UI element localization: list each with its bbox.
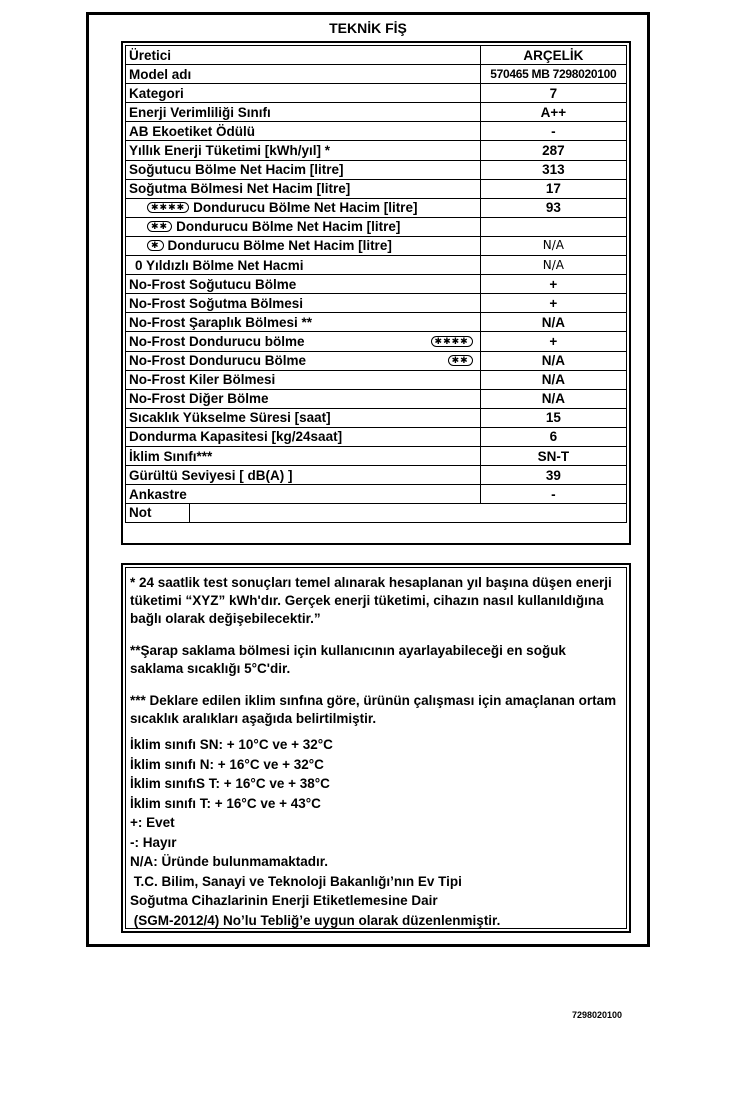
- table-row: [126, 313, 627, 332]
- row-label-cell: [126, 236, 481, 255]
- table-row: [126, 446, 627, 465]
- table-row: [126, 294, 627, 313]
- table-row: [126, 370, 627, 389]
- row-value: N/A: [480, 236, 626, 255]
- note-line: İklim sınıfı SN: + 10°C ve + 32°C: [130, 737, 333, 752]
- row-label-cell: [126, 427, 481, 446]
- table-row: [126, 236, 627, 255]
- row-label: Enerji Verimliliği Sınıfı: [129, 104, 271, 120]
- row-value: 7: [480, 84, 626, 103]
- row-label-cell: [126, 122, 481, 141]
- row-label: No-Frost Diğer Bölme: [129, 391, 269, 407]
- row-label-cell: [126, 46, 481, 65]
- row-label: Sıcaklık Yükselme Süresi [saat]: [129, 410, 331, 426]
- row-value: [480, 217, 626, 236]
- row-label: AB Ekoetiket Ödülü: [129, 123, 256, 139]
- row-label: Ankastre: [129, 486, 187, 502]
- row-label-cell: [126, 65, 481, 84]
- row-label: İklim Sınıfı***: [129, 448, 213, 464]
- freezer-star-icon: ✱✱✱✱: [147, 202, 189, 213]
- note-line: T.C. Bilim, Sanayi ve Teknoloji Bakanlığı’nın Ev Tipi: [130, 873, 462, 889]
- freezer-star-icon: ✱: [147, 240, 164, 251]
- table-row: [126, 351, 627, 370]
- table-row: [126, 427, 627, 446]
- row-label: Model adı: [129, 66, 192, 82]
- row-label-cell: [126, 294, 481, 313]
- row-label-cell: [126, 389, 481, 408]
- row-label-cell: [126, 141, 481, 160]
- row-label-cell: [126, 351, 481, 370]
- note-line: +: Evet: [130, 815, 175, 830]
- table-row: [126, 408, 627, 427]
- row-label: No-Frost Kiler Bölmesi: [129, 372, 276, 388]
- table-row: [126, 275, 627, 294]
- row-label: Dondurucu Bölme Net Hacim [litre]: [167, 238, 392, 254]
- table-row: [126, 122, 627, 141]
- table-row: [126, 198, 627, 217]
- note-line: -: Hayır: [130, 834, 177, 850]
- freezer-star-icon: ✱✱: [147, 221, 172, 232]
- spec-table-box: [121, 41, 631, 545]
- table-row: [126, 389, 627, 408]
- row-value: 39: [480, 466, 626, 485]
- row-value: -: [480, 122, 626, 141]
- row-label: No-Frost Dondurucu bölme: [129, 333, 305, 349]
- table-row: [126, 141, 627, 160]
- row-value: 287: [480, 141, 626, 160]
- not-label: Not: [126, 504, 190, 522]
- row-label-cell: [126, 160, 481, 179]
- row-label: Kategori: [129, 85, 184, 101]
- row-value: SN-T: [480, 446, 626, 465]
- row-value: N/A: [480, 256, 626, 275]
- table-row: [126, 103, 627, 122]
- note-line: Soğutma Cihazlarinin Enerji Etiketlemesine Dair: [130, 893, 438, 908]
- note-climate: *** Deklare edilen iklim sınfına göre, ürünün çalışması için amaçlanan ortam sıcaklık aralıkları aşağıda belirtilmiştir.: [130, 693, 617, 726]
- table-row: [126, 65, 627, 84]
- footer-code: 7298020100: [572, 1010, 623, 1020]
- note-lines: [130, 736, 622, 930]
- row-label: No-Frost Soğutma Bölmesi: [129, 295, 304, 311]
- note-line: İklim sınıfı T: + 16°C ve + 43°C: [130, 795, 321, 811]
- row-value: -: [480, 485, 626, 504]
- row-label: No-Frost Soğutucu Bölme: [129, 276, 297, 292]
- row-value: 17: [480, 179, 626, 198]
- row-label: Gürültü Seviyesi [ dB(A) ]: [129, 467, 293, 483]
- note-line: (SGM-2012/4) No’lu Tebliğ’e uygun olarak düzenlenmiştir.: [130, 912, 501, 928]
- row-label-cell: [126, 198, 481, 217]
- row-label: 0 Yıldızlı Bölme Net Hacmi: [135, 257, 304, 273]
- row-label-cell: [126, 256, 481, 275]
- table-row: [126, 160, 627, 179]
- spec-table: [125, 45, 627, 523]
- row-value: +: [480, 332, 626, 351]
- row-value: N/A: [480, 389, 626, 408]
- row-value: 15: [480, 408, 626, 427]
- table-row: [126, 485, 627, 504]
- row-value: +: [480, 294, 626, 313]
- row-label: Soğutucu Bölme Net Hacim [litre]: [129, 162, 344, 178]
- note-line: İklim sınıfıS T: + 16°C ve + 38°C: [130, 776, 330, 791]
- row-label-cell: [126, 84, 481, 103]
- row-value: A++: [480, 103, 626, 122]
- table-row: [126, 46, 627, 65]
- row-label: Soğutma Bölmesi Net Hacim [litre]: [129, 181, 351, 197]
- row-label: No-Frost Dondurucu Bölme: [129, 353, 306, 369]
- row-label: Dondurucu Bölme Net Hacim [litre]: [193, 200, 418, 216]
- table-row: [126, 217, 627, 236]
- row-label-cell: [126, 485, 481, 504]
- row-value: 570465 MB 7298020100: [480, 65, 626, 84]
- row-label: Dondurma Kapasitesi [kg/24saat]: [129, 429, 343, 445]
- row-label: Yıllık Enerji Tüketimi [kWh/yıl] *: [129, 143, 331, 159]
- table-row: [126, 256, 627, 275]
- note-line: N/A: Üründe bulunmamaktadır.: [130, 854, 329, 869]
- row-label: Dondurucu Bölme Net Hacim [litre]: [176, 219, 401, 235]
- row-value: N/A: [480, 370, 626, 389]
- row-label-cell: [126, 446, 481, 465]
- row-label-cell: [126, 466, 481, 485]
- row-value: 93: [480, 198, 626, 217]
- row-value: N/A: [480, 351, 626, 370]
- freezer-star-icon: ✱✱: [448, 355, 473, 366]
- row-value: +: [480, 275, 626, 294]
- table-row: [126, 466, 627, 485]
- table-row: [126, 179, 627, 198]
- table-row: [126, 332, 627, 351]
- row-value: ARÇELİK: [480, 46, 626, 65]
- notes-box: [121, 563, 631, 933]
- row-value: 313: [480, 160, 626, 179]
- row-value: 6: [480, 427, 626, 446]
- row-label: Üretici: [129, 47, 172, 63]
- table-row: [126, 84, 627, 103]
- note-line: İklim sınıfı N: + 16°C ve + 32°C: [130, 756, 324, 772]
- row-label-cell: [126, 275, 481, 294]
- row-label-cell: [126, 103, 481, 122]
- row-label-cell: [126, 332, 481, 351]
- row-label-cell: [126, 408, 481, 427]
- freezer-star-icon: ✱✱✱✱: [431, 336, 473, 347]
- row-label-cell: [126, 370, 481, 389]
- table-row-not: [126, 504, 627, 523]
- row-label-cell: [126, 313, 481, 332]
- document-title: TEKNİK FİŞ: [329, 20, 407, 36]
- note-energy: * 24 saatlik test sonuçları temel alınarak hesaplanan yıl başına düşen enerji tüketimi “XYZ” kWh'dır. Gerçek enerji tüketimi, cihazın nasıl kullanıldığına bağlı olarak değişebilecektir.”: [130, 575, 612, 626]
- row-label-cell: [126, 179, 481, 198]
- notes-content: [125, 567, 627, 929]
- row-value: N/A: [480, 313, 626, 332]
- row-label-cell: [126, 217, 481, 236]
- note-wine: **Şarap saklama bölmesi için kullanıcının ayarlayabileceği en soğuk saklama sıcaklığı 5°C'dir.: [130, 643, 566, 676]
- row-label: No-Frost Şaraplık Bölmesi **: [129, 314, 313, 330]
- not-value: [190, 504, 626, 522]
